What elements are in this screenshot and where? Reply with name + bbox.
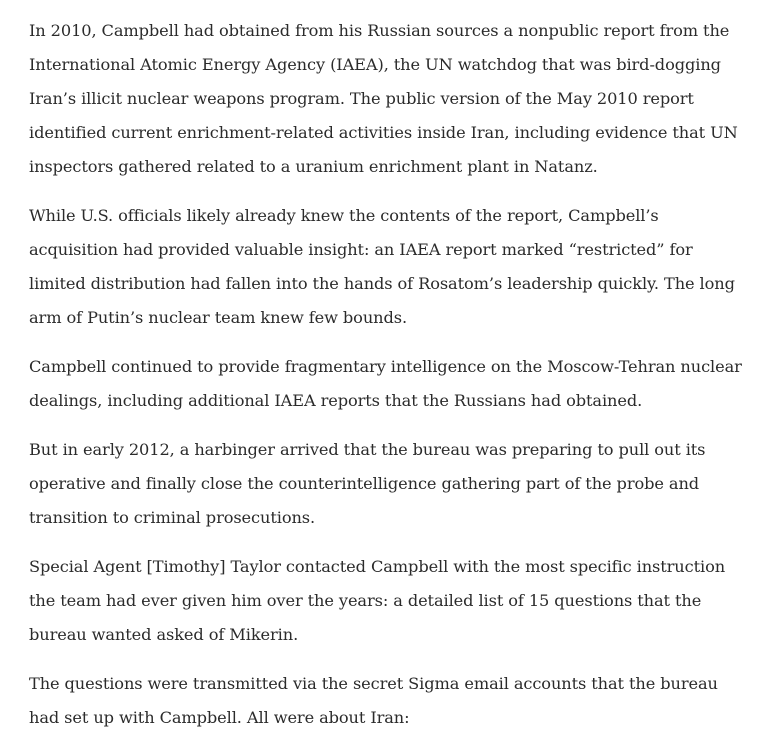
article-body xyxy=(29,14,747,750)
paragraph-harbinger-2012: But in early 2012, a harbinger arrived that the bureau was preparing to pull out its operative and finally close the counterintelligence gathering part of the probe and transition to criminal prosecutions. xyxy=(29,440,706,527)
paragraph-acquisition-insight: While U.S. officials likely already knew the contents of the report, Campbell’s acquisition had provided valuable insight: an IAEA report marked “restricted” for limited distribution had fallen into the hands of Rosatom’s leadership quickly. The long arm of Putin’s nuclear team knew few bounds. xyxy=(29,206,735,327)
paragraph-fragmentary-intelligence: Campbell continued to provide fragmentary intelligence on the Moscow-Tehran nuclear dealings, including additional IAEA reports that the Russians had obtained. xyxy=(29,357,742,410)
paragraph-iaea-report: In 2010, Campbell had obtained from his Russian sources a nonpublic report from the International Atomic Energy Agency (IAEA), the UN watchdog that was bird-dogging Iran’s illicit nuclear weapons program. The public version of the May 2010 report identified current enrichment-related activities inside Iran, including evidence that UN inspectors gathered related to a uranium enrichment plant in Natanz. xyxy=(29,21,738,176)
paragraph-special-agent-taylor: Special Agent [Timothy] Taylor contacted Campbell with the most specific instruction the team had ever given him over the years: a detailed list of 15 questions that the bureau wanted asked of Mikerin. xyxy=(29,557,726,644)
paragraph-sigma-email: The questions were transmitted via the secret Sigma email accounts that the bureau had set up with Campbell. All were about Iran: xyxy=(29,674,718,727)
